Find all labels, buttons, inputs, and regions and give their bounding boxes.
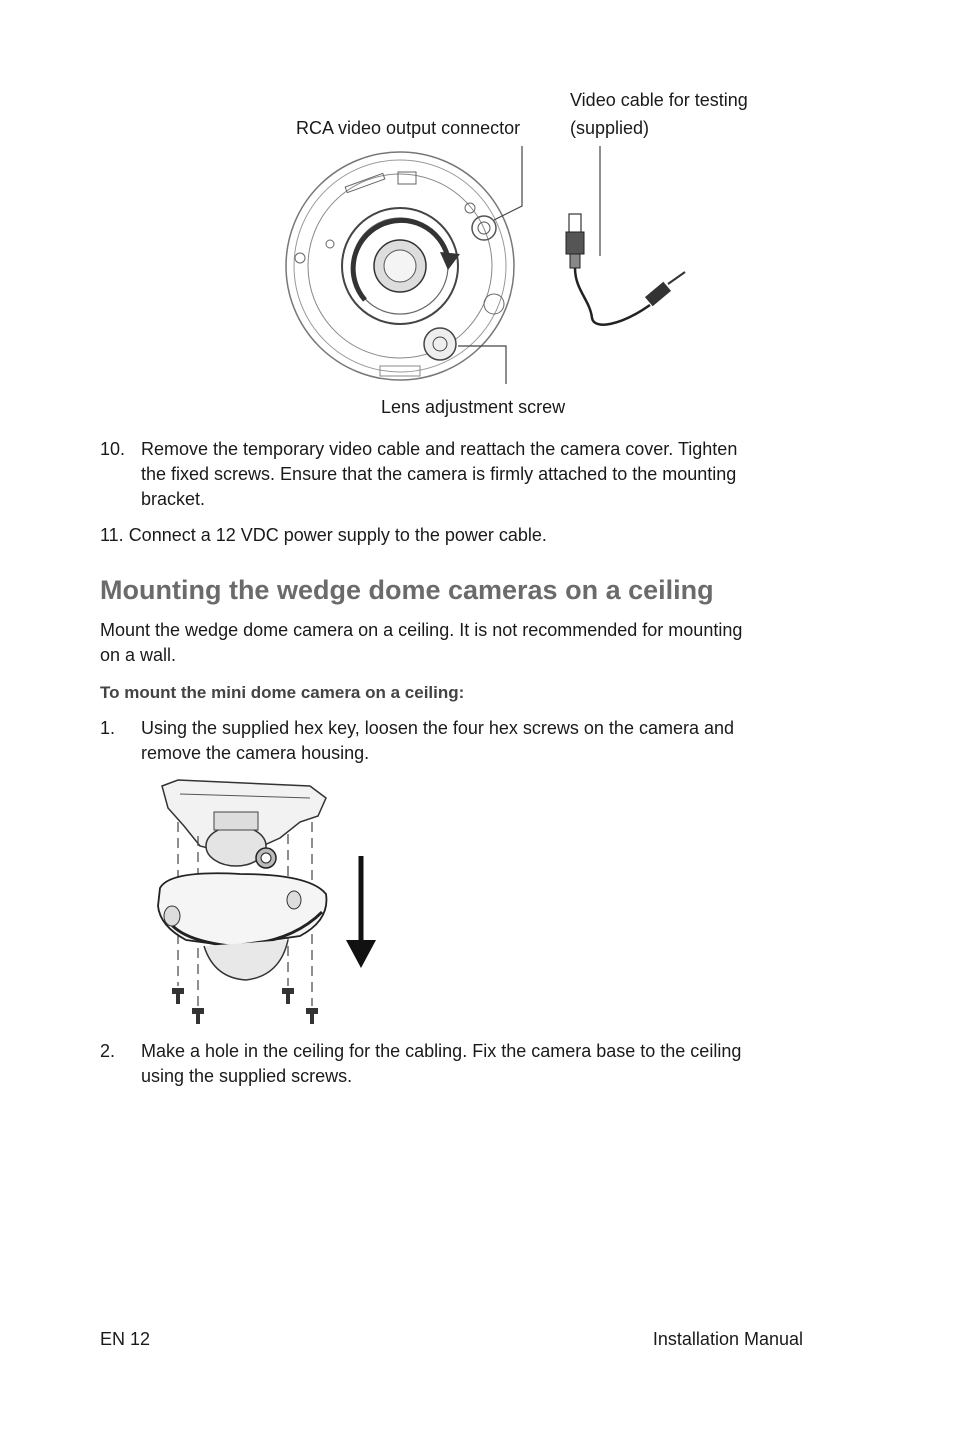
step-10-number: 10. [100, 439, 126, 459]
step-2-text [141, 1039, 821, 1089]
section-intro-line: on a wall. [100, 645, 177, 665]
step-2-line: Make a hole in the ceiling for the cabling. Fix the camera base to the ceiling [141, 1041, 742, 1061]
step-1-number: 1. [100, 718, 116, 738]
footer-page-number: EN 12 [100, 1329, 151, 1349]
step-2-line: using the supplied screws. [141, 1066, 353, 1086]
step-11-text: 11. Connect a 12 VDC power supply to the power cable. [100, 525, 547, 545]
step-10-line: the fixed screws. Ensure that the camera is firmly attached to the mounting [141, 464, 737, 484]
label-video-cable-line2: (supplied) [570, 118, 650, 138]
label-rca-connector: RCA video output connector [296, 118, 521, 138]
step-1-line: Using the supplied hex key, loosen the four hex screws on the camera and [141, 718, 735, 738]
procedure-subheading: To mount the mini dome camera on a ceiling: [100, 683, 465, 702]
section-heading: Mounting the wedge dome cameras on a ceiling [100, 575, 714, 605]
section-intro-line: Mount the wedge dome camera on a ceiling. It is not recommended for mounting [100, 620, 743, 640]
label-lens-screw: Lens adjustment screw [381, 397, 566, 417]
step-1-line: remove the camera housing. [141, 743, 370, 763]
footer-manual-title: Installation Manual [652, 1329, 803, 1349]
step-2-number: 2. [100, 1041, 116, 1061]
step-10-line: bracket. [141, 489, 206, 509]
label-video-cable-line1: Video cable for testing [570, 90, 748, 110]
step-10-line: Remove the temporary video cable and reattach the camera cover. Tighten [141, 439, 738, 459]
